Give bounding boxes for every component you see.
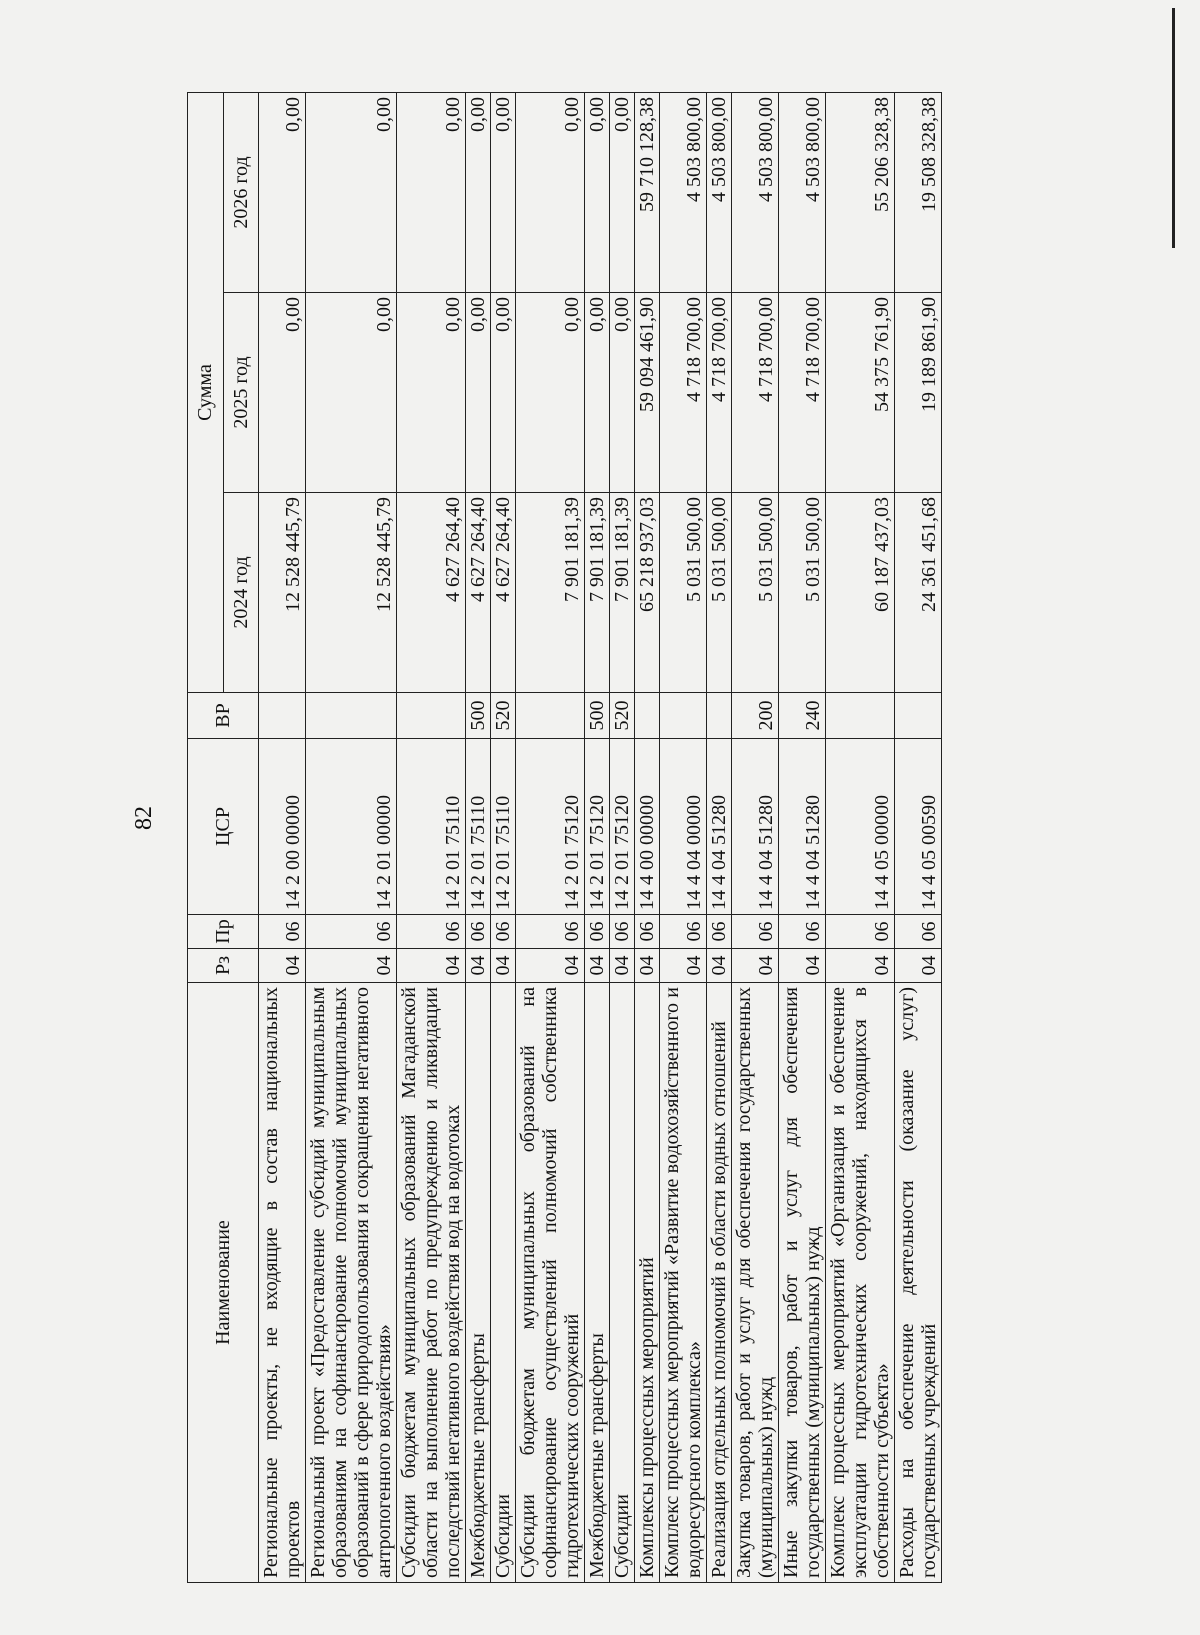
row-name: Расходы на обеспечение деятельности (оказание услуг) государственных учреждений	[895, 983, 942, 1583]
row-csr: 14 4 05 00000	[826, 739, 895, 915]
row-name: Комплексы процессных мероприятий	[635, 983, 660, 1583]
table-row	[826, 92, 895, 1582]
row-csr: 14 4 04 51280	[732, 739, 779, 915]
row-name: Межбюджетные трансферты	[585, 983, 610, 1583]
row-rz: 04	[610, 949, 635, 983]
row-2025: 4 718 700,00	[779, 293, 826, 493]
row-vr	[635, 693, 660, 739]
table-row	[779, 92, 826, 1582]
row-name: Субсидии	[610, 983, 635, 1583]
row-2026: 0,00	[516, 92, 585, 292]
table-row	[707, 92, 732, 1582]
row-vr: 240	[779, 693, 826, 739]
header-pr: Пр	[188, 915, 259, 949]
row-name: Закупка товаров, работ и услуг для обеспечения государственных (муниципальных) нужд	[732, 983, 779, 1583]
header-sum: Сумма	[188, 92, 224, 692]
row-csr: 14 2 01 75120	[585, 739, 610, 915]
row-csr: 14 2 01 75110	[466, 739, 491, 915]
row-rz: 04	[491, 949, 516, 983]
row-rz: 04	[826, 949, 895, 983]
row-vr	[259, 693, 306, 739]
row-2024: 7 901 181,39	[516, 493, 585, 693]
row-csr: 14 4 04 51280	[707, 739, 732, 915]
row-2024: 5 031 500,00	[779, 493, 826, 693]
row-2024: 12 528 445,79	[259, 493, 306, 693]
page-number: 82	[131, 806, 157, 830]
rotated-table-wrapper	[187, 93, 1083, 1583]
row-name: Региональный проект «Предоставление субсидий муниципальным образованиям на софинансирование полномочий муниципальных образований в сфере природопользования и сокращения негативного антропогенного воздействия»	[306, 983, 397, 1583]
table-row	[895, 92, 942, 1582]
row-2025: 0,00	[516, 293, 585, 493]
row-rz: 04	[306, 949, 397, 983]
row-pr: 06	[610, 915, 635, 949]
row-2026: 0,00	[585, 92, 610, 292]
row-pr: 06	[397, 915, 466, 949]
table-row	[585, 92, 610, 1582]
row-2025: 19 189 861,90	[895, 293, 942, 493]
row-2026: 0,00	[491, 92, 516, 292]
row-2026: 0,00	[466, 92, 491, 292]
row-csr: 14 2 01 75110	[397, 739, 466, 915]
row-2025: 0,00	[610, 293, 635, 493]
row-2025: 4 718 700,00	[660, 293, 707, 493]
table-row	[516, 92, 585, 1582]
row-vr	[397, 693, 466, 739]
row-2024: 4 627 264,40	[491, 493, 516, 693]
header-2024: 2024 год	[223, 493, 259, 693]
row-2025: 0,00	[306, 293, 397, 493]
row-rz: 04	[660, 949, 707, 983]
row-csr: 14 4 00 00000	[635, 739, 660, 915]
row-rz: 04	[895, 949, 942, 983]
row-name: Комплекс процессных мероприятий «Организация и обеспечение эксплуатации гидротехнических сооружений, находящихся в собственности субъекта»	[826, 983, 895, 1583]
row-pr: 06	[779, 915, 826, 949]
row-2025: 0,00	[491, 293, 516, 493]
row-name: Комплекс процессных мероприятий «Развитие водохозяйственного и водоресурсного комплекса»	[660, 983, 707, 1583]
row-csr: 14 2 00 00000	[259, 739, 306, 915]
row-vr: 200	[732, 693, 779, 739]
table-row	[732, 92, 779, 1582]
table-row	[610, 92, 635, 1582]
row-pr: 06	[585, 915, 610, 949]
row-pr: 06	[826, 915, 895, 949]
row-2026: 0,00	[397, 92, 466, 292]
row-rz: 04	[732, 949, 779, 983]
row-2026: 4 503 800,00	[779, 92, 826, 292]
row-vr	[306, 693, 397, 739]
row-name: Субсидии	[491, 983, 516, 1583]
row-rz: 04	[397, 949, 466, 983]
row-csr: 14 4 04 00000	[660, 739, 707, 915]
row-name: Региональные проекты, не входящие в состав национальных проектов	[259, 983, 306, 1583]
header-vr: ВР	[188, 693, 259, 739]
header-2026: 2026 год	[223, 92, 259, 292]
row-vr: 500	[585, 693, 610, 739]
table-row	[491, 92, 516, 1582]
row-2024: 5 031 500,00	[660, 493, 707, 693]
row-2024: 5 031 500,00	[732, 493, 779, 693]
row-rz: 04	[707, 949, 732, 983]
row-2025: 4 718 700,00	[732, 293, 779, 493]
row-2026: 0,00	[259, 92, 306, 292]
row-name: Межбюджетные трансферты	[466, 983, 491, 1583]
row-name: Субсидии бюджетам муниципальных образований на софинансирование осуществлений полномочий собственника гидротехнических сооружений	[516, 983, 585, 1583]
row-2026: 4 503 800,00	[732, 92, 779, 292]
header-2025: 2025 год	[223, 293, 259, 493]
table-row	[397, 92, 466, 1582]
row-pr: 06	[635, 915, 660, 949]
row-pr: 06	[707, 915, 732, 949]
header-row-1	[188, 92, 224, 1582]
row-2026: 4 503 800,00	[707, 92, 732, 292]
row-csr: 14 4 05 00590	[895, 739, 942, 915]
row-rz: 04	[635, 949, 660, 983]
row-vr: 500	[466, 693, 491, 739]
row-name: Субсидии бюджетам муниципальных образований Магаданской области на выполнение работ по предупреждению и ликвидации последствий негативного воздействия вод на водотоках	[397, 983, 466, 1583]
row-name: Иные закупки товаров, работ и услуг для обеспечения государственных (муниципальных) нужд	[779, 983, 826, 1583]
row-2026: 0,00	[610, 92, 635, 292]
table-row	[466, 92, 491, 1582]
table-frame	[187, 93, 1083, 1583]
row-rz: 04	[585, 949, 610, 983]
row-csr: 14 4 04 51280	[779, 739, 826, 915]
row-csr: 14 2 01 75120	[516, 739, 585, 915]
row-2024: 12 528 445,79	[306, 493, 397, 693]
row-pr: 06	[491, 915, 516, 949]
row-2026: 59 710 128,38	[635, 92, 660, 292]
row-2024: 4 627 264,40	[397, 493, 466, 693]
row-vr	[660, 693, 707, 739]
row-2025: 4 718 700,00	[707, 293, 732, 493]
table-row	[259, 92, 306, 1582]
row-pr: 06	[732, 915, 779, 949]
row-pr: 06	[306, 915, 397, 949]
row-vr	[707, 693, 732, 739]
row-pr: 06	[895, 915, 942, 949]
table-row	[660, 92, 707, 1582]
row-2025: 0,00	[466, 293, 491, 493]
row-2024: 24 361 451,68	[895, 493, 942, 693]
row-2024: 5 031 500,00	[707, 493, 732, 693]
row-2026: 55 206 328,38	[826, 92, 895, 292]
row-pr: 06	[516, 915, 585, 949]
row-csr: 14 2 01 00000	[306, 739, 397, 915]
row-rz: 04	[466, 949, 491, 983]
row-2025: 0,00	[397, 293, 466, 493]
row-2025: 0,00	[259, 293, 306, 493]
row-rz: 04	[516, 949, 585, 983]
row-csr: 14 2 01 75120	[610, 739, 635, 915]
row-2025: 54 375 761,90	[826, 293, 895, 493]
header-csr: ЦСР	[188, 739, 259, 915]
scan-edge-mark	[1172, 8, 1175, 248]
row-vr	[895, 693, 942, 739]
row-2024: 7 901 181,39	[610, 493, 635, 693]
row-2024: 4 627 264,40	[466, 493, 491, 693]
row-2025: 0,00	[585, 293, 610, 493]
row-2024: 65 218 937,03	[635, 493, 660, 693]
row-pr: 06	[259, 915, 306, 949]
row-2024: 7 901 181,39	[585, 493, 610, 693]
row-vr: 520	[491, 693, 516, 739]
header-rz: Рз	[188, 949, 259, 983]
row-2026: 19 508 328,38	[895, 92, 942, 292]
table-row	[306, 92, 397, 1582]
row-vr	[826, 693, 895, 739]
table-row	[635, 92, 660, 1582]
budget-table	[187, 92, 942, 1583]
row-2026: 0,00	[306, 92, 397, 292]
row-2025: 59 094 461,90	[635, 293, 660, 493]
row-name: Реализация отдельных полномочий в области водных отношений	[707, 983, 732, 1583]
header-name: Наименование	[188, 983, 259, 1583]
row-pr: 06	[466, 915, 491, 949]
row-rz: 04	[259, 949, 306, 983]
row-vr	[516, 693, 585, 739]
row-csr: 14 2 01 75110	[491, 739, 516, 915]
row-pr: 06	[660, 915, 707, 949]
row-vr: 520	[610, 693, 635, 739]
row-2024: 60 187 437,03	[826, 493, 895, 693]
row-2026: 4 503 800,00	[660, 92, 707, 292]
row-rz: 04	[779, 949, 826, 983]
